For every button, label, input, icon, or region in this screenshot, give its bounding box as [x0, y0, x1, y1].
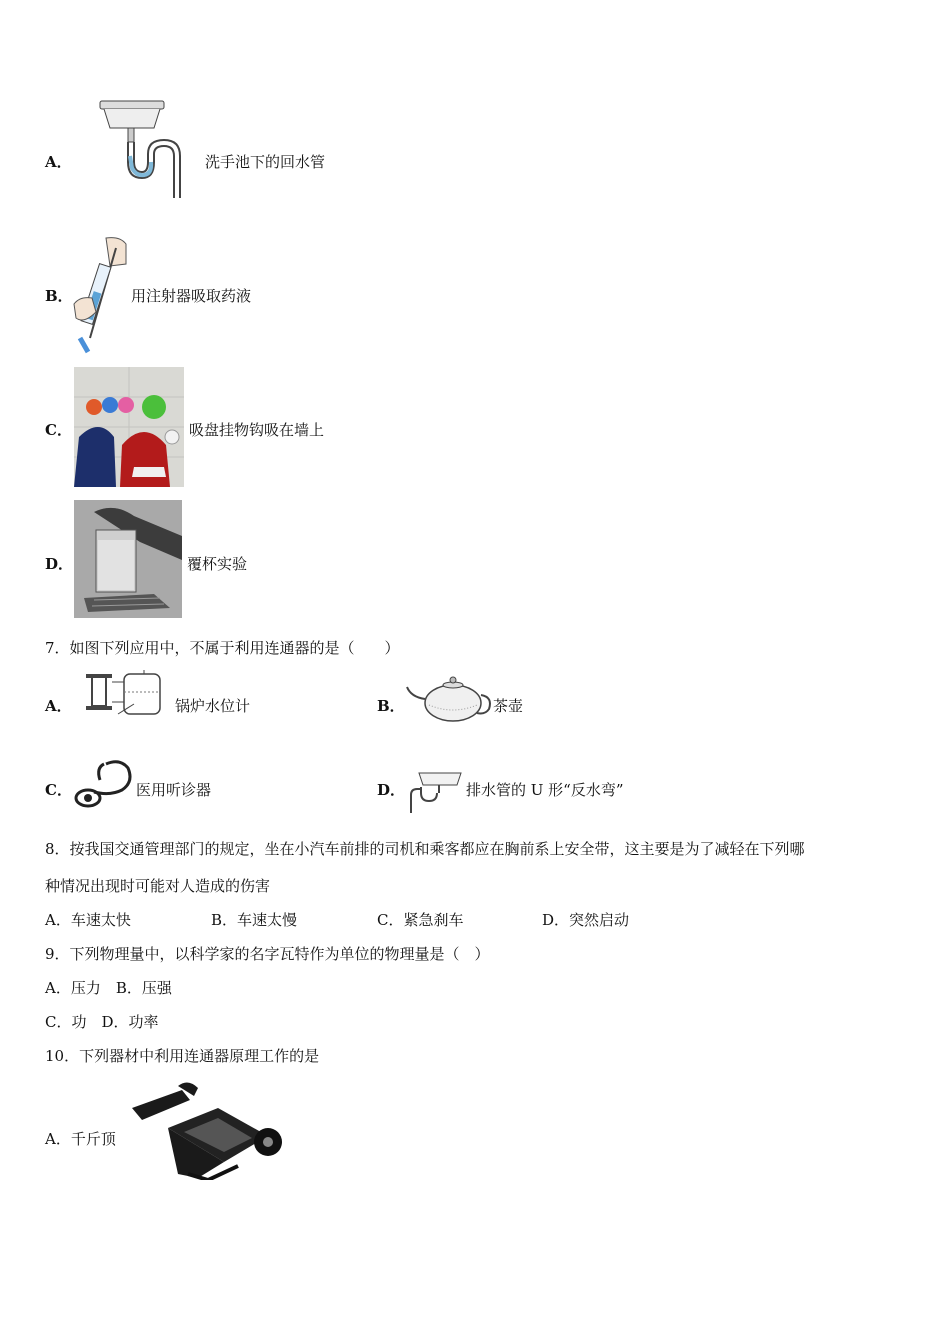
q6-option-d-text: 覆杯实验: [187, 555, 248, 573]
q8-option-c: C．紧急刹车: [377, 911, 464, 929]
stethoscope-image: [74, 758, 136, 810]
q6-option-c-letter: C．: [45, 421, 72, 439]
q6-option-a-text: 洗手池下的回水管: [205, 153, 326, 171]
q7-option-c-letter: C．: [45, 781, 72, 799]
q7-option-d-text: 排水管的 U 形“反水弯”: [466, 781, 624, 799]
q6-option-a-letter: A．: [45, 153, 72, 171]
q7-option-b-letter: B．: [377, 697, 405, 715]
q10-stem: 10．下列器材中利用连通器原理工作的是: [45, 1047, 320, 1065]
sink-drain-pipe-image: [96, 98, 186, 200]
q9-stem: 9．下列物理量中，以科学家的名字瓦特作为单位的物理量是（ ）: [45, 945, 490, 963]
q7-stem: 7．如图下列应用中，不属于利用连通器的是（ ）: [45, 639, 400, 657]
q7-option-a-text: 锅炉水位计: [175, 697, 251, 715]
q8-stem-line1: 8．按我国交通管理部门的规定，坐在小汽车前排的司机和乘客都应在胸前系上安全带，这主要是为了减轻在下列哪: [45, 840, 805, 858]
q6-option-b-text: 用注射器吸取药液: [131, 287, 252, 305]
q9-options-line2: C．功 D．功率: [45, 1013, 159, 1031]
q8-stem-line2: 种情况出现时可能对人造成的伤害: [45, 877, 271, 895]
q7-option-c-text: 医用听诊器: [136, 781, 212, 799]
q7-option-b-text: 茶壶: [493, 697, 524, 715]
q7-option-a-letter: A．: [45, 697, 72, 715]
q6-option-c-text: 吸盘挂物钩吸在墙上: [189, 421, 325, 439]
q6-option-d-letter: D．: [45, 555, 74, 573]
u-shaped-drain-pipe-image: [407, 767, 467, 815]
suction-hooks-photo: [74, 367, 184, 487]
syringe-hand-image: [70, 234, 130, 354]
q8-option-d: D．突然启动: [542, 911, 630, 929]
q9-options-line1: A．压力 B．压强: [45, 979, 172, 997]
inverted-cup-experiment-photo: [74, 500, 182, 618]
q8-option-a: A．车速太快: [45, 911, 131, 929]
teapot-image: [405, 675, 493, 723]
q8-option-b: B．车速太慢: [211, 911, 298, 929]
boiler-water-gauge-image: [84, 670, 168, 720]
q6-option-b-letter: B．: [45, 287, 73, 305]
q7-option-d-letter: D．: [377, 781, 406, 799]
car-jack-image: [128, 1078, 288, 1180]
q10-option-a: A．千斤顶: [45, 1130, 116, 1148]
